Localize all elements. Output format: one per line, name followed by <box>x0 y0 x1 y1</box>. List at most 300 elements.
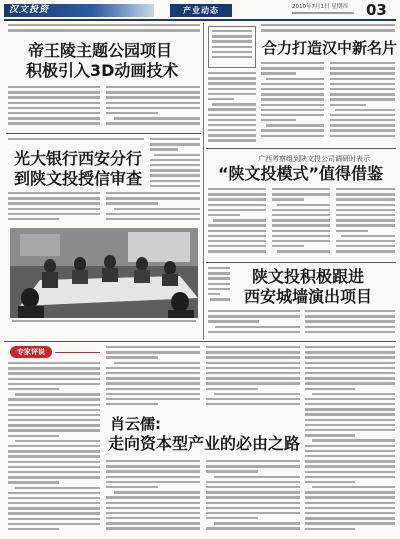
text-line <box>8 218 59 220</box>
text-line <box>261 135 324 137</box>
text-line <box>106 346 200 348</box>
text-line <box>208 310 300 312</box>
text-line <box>208 245 266 247</box>
text-line <box>206 403 300 405</box>
text-line <box>8 372 100 374</box>
text-line <box>305 471 395 473</box>
text-line <box>305 455 395 457</box>
issue-date: 2010年7月1日 星期四 <box>292 4 348 10</box>
text-line <box>106 96 200 98</box>
headline-everbright-line1: 光大银行西安分行 <box>14 149 143 168</box>
text-line <box>8 24 200 26</box>
section-divider <box>206 148 396 149</box>
text-line <box>208 272 230 274</box>
byline-text <box>212 30 252 64</box>
text-line <box>330 119 395 121</box>
text-line <box>305 362 395 364</box>
text-line <box>15 487 100 489</box>
headline-city-wall-line1: 陕文投积极跟进 <box>252 267 365 286</box>
text-line <box>8 414 100 416</box>
text-line <box>106 476 200 478</box>
text-line <box>106 91 200 93</box>
text-line <box>206 362 300 364</box>
text-line <box>305 372 395 374</box>
text-line <box>154 154 200 156</box>
text-line <box>8 197 100 199</box>
section-divider <box>6 133 201 134</box>
text-line <box>208 88 256 90</box>
text-line <box>305 351 395 353</box>
text-line <box>208 114 256 116</box>
headline-theme-park-line1: 帝王陵主题公园项目 <box>28 41 173 60</box>
text-line <box>212 51 252 53</box>
text-line <box>206 377 300 379</box>
text-line <box>8 419 100 421</box>
text-line <box>215 326 300 328</box>
section-tab: 产业动态 <box>170 4 232 17</box>
text-line <box>266 78 324 80</box>
section-divider <box>4 341 396 342</box>
text-line <box>206 496 300 498</box>
article-body <box>305 310 395 338</box>
text-line <box>208 119 256 121</box>
text-line <box>305 388 355 390</box>
article-body <box>261 24 395 36</box>
text-line <box>305 326 395 328</box>
text-line <box>312 393 395 395</box>
text-line <box>8 398 100 400</box>
text-line <box>8 112 100 114</box>
text-line <box>106 512 200 514</box>
text-line <box>206 502 300 504</box>
text-line <box>106 197 200 199</box>
text-line <box>206 398 300 400</box>
text-line <box>261 67 324 69</box>
text-line <box>8 388 59 390</box>
column-divider <box>203 23 204 340</box>
text-line <box>8 91 100 93</box>
article-body <box>106 86 200 131</box>
headline-hanzhong: 合力打造汉中新名片 <box>262 39 398 57</box>
text-line <box>114 491 200 493</box>
text-line <box>206 470 258 472</box>
text-line <box>305 512 395 514</box>
text-line <box>8 102 100 104</box>
text-line <box>305 476 395 478</box>
text-line <box>305 445 395 447</box>
article-body <box>206 346 300 412</box>
text-line <box>261 98 324 100</box>
text-line <box>208 240 266 242</box>
article-body <box>8 24 200 38</box>
text-line <box>8 450 100 452</box>
text-line <box>208 209 266 211</box>
text-line <box>8 378 100 380</box>
text-line <box>305 465 395 467</box>
text-line <box>208 93 256 95</box>
byline-box <box>208 26 256 68</box>
text-line <box>305 434 355 436</box>
text-line <box>8 409 100 411</box>
text-line <box>272 193 330 195</box>
text-line <box>206 346 300 348</box>
text-line <box>106 213 200 215</box>
text-line <box>150 174 200 176</box>
text-line <box>272 209 330 211</box>
text-line <box>208 267 230 269</box>
text-line <box>214 393 300 395</box>
text-line <box>261 109 324 111</box>
text-line <box>8 523 100 525</box>
text-line <box>272 245 304 247</box>
text-line <box>106 403 158 405</box>
text-line <box>106 122 200 124</box>
text-line <box>150 169 200 171</box>
text-line <box>305 491 395 493</box>
text-line <box>208 283 230 285</box>
text-line <box>8 213 100 215</box>
text-line <box>106 517 200 519</box>
text-line <box>210 298 230 300</box>
text-line <box>336 250 395 252</box>
text-line <box>15 440 100 442</box>
text-line <box>272 219 330 221</box>
text-line <box>8 502 100 504</box>
text-line <box>336 230 368 232</box>
text-line <box>208 235 266 237</box>
text-line <box>330 104 366 106</box>
text-line <box>106 218 200 220</box>
text-line <box>208 288 230 290</box>
text-line <box>208 82 256 84</box>
text-line <box>208 315 300 317</box>
text-line <box>8 461 100 463</box>
text-line <box>277 204 330 206</box>
text-line <box>8 528 59 530</box>
text-line <box>272 224 330 226</box>
text-line <box>106 382 200 384</box>
text-line <box>330 62 395 64</box>
text-line <box>305 315 395 317</box>
text-line <box>305 424 395 426</box>
badge-rule <box>55 352 100 353</box>
text-line <box>106 486 158 488</box>
text-line <box>212 30 252 32</box>
text-line <box>106 502 200 504</box>
text-line <box>8 455 100 457</box>
text-line <box>305 403 395 405</box>
text-line <box>114 117 200 119</box>
text-line <box>261 93 324 95</box>
text-line <box>305 517 395 519</box>
text-line <box>208 124 256 126</box>
text-line <box>106 367 200 369</box>
article-body <box>261 62 324 145</box>
text-line <box>336 245 395 247</box>
text-line <box>106 388 200 390</box>
text-line <box>206 351 300 353</box>
text-line <box>206 367 300 369</box>
text-line <box>330 114 395 116</box>
text-line <box>8 208 100 210</box>
text-line <box>208 198 266 200</box>
text-line <box>106 192 200 194</box>
article-body <box>8 86 100 131</box>
text-line <box>8 117 100 119</box>
text-line <box>106 356 158 358</box>
text-line <box>212 46 252 48</box>
text-line <box>261 114 324 116</box>
article-body <box>208 310 300 338</box>
column-badge: 专家评说 <box>10 346 52 358</box>
headline-theme-park-line2: 积极引入3D动画技术 <box>26 61 179 80</box>
photo-caption <box>12 320 196 326</box>
text-line <box>208 139 256 141</box>
text-line <box>208 214 240 216</box>
text-line <box>330 72 395 74</box>
text-line <box>206 507 300 509</box>
text-line <box>150 180 200 182</box>
text-line <box>336 209 395 211</box>
article-body <box>106 192 200 226</box>
text-line <box>330 78 395 80</box>
text-line <box>330 98 395 100</box>
text-line <box>330 67 395 69</box>
text-line <box>208 331 300 333</box>
text-line <box>106 470 200 472</box>
headline-guangxi: “陕文投模式”值得借鉴 <box>218 164 384 183</box>
text-line <box>106 465 200 467</box>
text-line <box>208 188 266 190</box>
masthead-title: 汉文投资 <box>9 5 50 15</box>
text-line <box>8 404 100 406</box>
text-line <box>8 445 100 447</box>
text-line <box>305 450 395 452</box>
text-line <box>8 497 100 499</box>
page-number: 03 <box>366 1 387 19</box>
text-line <box>305 419 395 421</box>
text-line <box>305 507 395 509</box>
article-body <box>208 188 266 258</box>
text-line <box>305 382 395 384</box>
text-line <box>8 107 100 109</box>
text-line <box>266 124 324 126</box>
article-body <box>336 188 395 258</box>
text-line <box>150 138 200 140</box>
text-line <box>272 198 304 200</box>
text-line <box>330 88 395 90</box>
text-line <box>8 429 100 431</box>
text-line <box>208 230 266 232</box>
text-line <box>206 356 300 358</box>
text-line <box>208 293 220 295</box>
text-line <box>8 492 100 494</box>
meeting-photo <box>10 228 198 318</box>
text-line <box>208 129 256 131</box>
article-body <box>208 267 230 307</box>
text-line <box>208 98 234 100</box>
text-line <box>15 393 100 395</box>
text-line <box>261 29 395 31</box>
text-line <box>8 96 100 98</box>
text-line <box>212 40 252 42</box>
headline-expert-line1: 肖云儒: <box>110 415 161 433</box>
article-body <box>8 362 100 536</box>
text-line <box>272 240 330 242</box>
text-line <box>312 439 395 441</box>
text-line <box>208 134 256 136</box>
text-line <box>208 277 230 279</box>
text-line <box>150 185 200 187</box>
text-line <box>106 112 158 114</box>
text-line <box>214 476 300 478</box>
article-body <box>206 460 300 536</box>
text-line <box>106 460 200 462</box>
text-line <box>206 527 300 529</box>
text-line <box>106 393 200 395</box>
header-rule <box>4 19 396 21</box>
text-line <box>208 204 266 206</box>
text-line <box>8 138 144 140</box>
text-line <box>305 331 395 333</box>
text-line <box>8 362 100 364</box>
text-line <box>8 122 100 124</box>
text-line <box>261 62 324 64</box>
text-line <box>277 250 330 252</box>
text-line <box>208 193 266 195</box>
text-line <box>106 377 200 379</box>
text-line <box>261 72 296 74</box>
text-line <box>206 491 300 493</box>
text-line <box>272 188 330 190</box>
editor-line <box>292 12 354 14</box>
text-line <box>106 102 200 104</box>
text-line <box>330 129 395 131</box>
text-line <box>336 224 395 226</box>
text-line <box>106 527 200 529</box>
text-line <box>336 240 395 242</box>
text-line <box>208 320 259 322</box>
text-line <box>305 356 395 358</box>
text-line <box>330 135 395 137</box>
text-line <box>8 466 100 468</box>
article-body <box>150 138 200 190</box>
headline-city-wall-line2: 西安城墙演出项目 <box>244 287 373 306</box>
text-line <box>213 219 266 221</box>
kicker-guangxi: 广西考察组到陕文投公司调研时表示 <box>258 155 370 163</box>
text-line <box>150 159 200 161</box>
text-line <box>8 481 59 483</box>
text-line <box>212 35 252 37</box>
article-body <box>330 62 395 145</box>
text-line <box>8 424 100 426</box>
text-line <box>206 388 258 390</box>
text-line <box>261 129 324 131</box>
text-line <box>150 143 200 145</box>
text-line <box>272 214 330 216</box>
text-line <box>305 502 395 504</box>
text-line <box>114 208 200 210</box>
article-body <box>8 138 144 148</box>
text-line <box>305 413 395 415</box>
text-line <box>150 164 200 166</box>
text-line <box>305 320 395 322</box>
text-line <box>206 460 300 462</box>
text-line <box>206 481 300 483</box>
text-line <box>214 522 300 524</box>
text-line <box>106 398 200 400</box>
text-line <box>341 235 395 237</box>
text-line <box>305 367 395 369</box>
text-line <box>272 235 330 237</box>
text-line <box>106 522 200 524</box>
text-line <box>261 104 324 106</box>
text-line <box>305 429 395 431</box>
text-line <box>8 435 59 437</box>
text-line <box>8 29 200 31</box>
text-line <box>305 408 395 410</box>
article-body <box>106 460 200 536</box>
text-line <box>272 230 330 232</box>
text-line <box>106 481 200 483</box>
text-line <box>336 204 395 206</box>
text-line <box>261 119 296 121</box>
text-line <box>106 107 200 109</box>
text-line <box>330 124 395 126</box>
text-line <box>305 496 395 498</box>
text-line <box>106 372 200 374</box>
text-line <box>206 517 258 519</box>
text-line <box>12 320 196 322</box>
text-line <box>336 188 395 190</box>
section-divider <box>206 262 396 263</box>
text-line <box>208 250 266 252</box>
text-line <box>206 512 300 514</box>
headline-everbright-line2: 到陕文投授信审查 <box>14 169 143 188</box>
text-line <box>8 86 100 88</box>
text-line <box>8 507 100 509</box>
text-line <box>106 496 200 498</box>
text-line <box>336 214 395 216</box>
text-line <box>336 219 395 221</box>
text-line <box>208 108 256 110</box>
text-line <box>261 88 324 90</box>
text-line <box>106 351 200 353</box>
text-line <box>335 109 395 111</box>
text-line <box>206 372 300 374</box>
text-line <box>305 460 395 462</box>
text-line <box>336 193 395 195</box>
article-body <box>272 188 330 258</box>
text-line <box>305 522 395 524</box>
text-line <box>208 224 266 226</box>
text-line <box>150 148 178 150</box>
text-line <box>106 86 200 88</box>
text-line <box>261 83 324 85</box>
text-line <box>106 202 158 204</box>
text-line <box>8 367 100 369</box>
text-line <box>305 310 395 312</box>
text-line <box>8 476 100 478</box>
text-line <box>305 346 395 348</box>
article-body <box>305 346 395 536</box>
text-line <box>8 471 100 473</box>
text-line <box>312 486 395 488</box>
text-line <box>305 528 355 530</box>
text-line <box>336 198 395 200</box>
text-line <box>206 382 300 384</box>
text-line <box>8 512 100 514</box>
